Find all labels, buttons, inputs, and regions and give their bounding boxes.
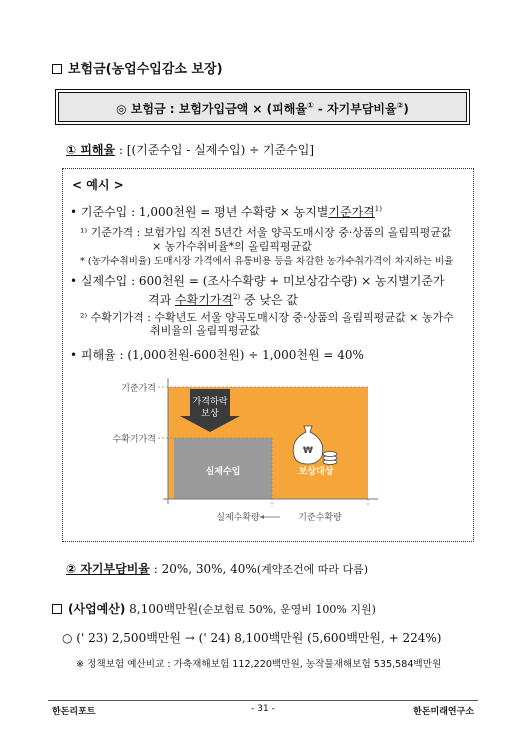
y-label-top: 기준가격 bbox=[121, 384, 156, 394]
footer-left: 한돈리포트 bbox=[52, 707, 96, 717]
budget-line: (사업예산) 8,100백만원(순보험료 50%, 운영비 100% 지원) bbox=[52, 600, 376, 617]
x-label-left: 실제수확량 bbox=[216, 513, 260, 523]
arrow-label-2: 보상 bbox=[201, 409, 219, 419]
checkbox-square-icon bbox=[52, 64, 62, 74]
note2-line1: ²⁾ 수확기가격 : 수확년도 서울 양곡도매시장 중·상품의 올림픽평균값 × 농가수 bbox=[80, 311, 454, 324]
example-heading: < 예시 > bbox=[72, 178, 124, 192]
deductible-line: ② 자기부담비율 : 20%, 30%, 40%(계약조건에 따라 다름) bbox=[66, 562, 369, 576]
actual-income-line2: 격과 수확기가격$^{2)}$ 중 낮은 값 bbox=[148, 293, 298, 307]
note2-line2: 취비율의 올림픽평균값 bbox=[150, 324, 260, 337]
checkbox-square-icon bbox=[52, 604, 62, 614]
y-label-mid: 수확기가격 bbox=[112, 435, 156, 445]
formula-box bbox=[58, 92, 467, 122]
note1-line2: × 농가수취비율*의 올림픽평균값 bbox=[152, 240, 312, 253]
income-diagram bbox=[108, 372, 388, 532]
damage-rate-line: ① 피해율 : [(기준수입 - 실제수입) ÷ 기준수입] bbox=[66, 143, 314, 157]
base-income-line: • 기준수입 : 1,000천원 = 평년 수확량 × 농지별기준가격$^{1)}$ bbox=[70, 205, 382, 219]
section-title: 보험금(농업수입감소 보장) bbox=[52, 58, 223, 77]
policy-note: ※ 정책보험 예산비교 : 가축재해보험 112,220백만원, 농작물재해보험 535,584백만원 bbox=[76, 659, 442, 670]
damage-calc-line: • 피해율 : (1,000천원-600천원) ÷ 1,000천원 = 40% bbox=[70, 348, 364, 362]
actual-income-label: 실제수입 bbox=[205, 467, 241, 477]
budget-compare: ○ (' 23) 2,500백만원 → (' 24) 8,100백만원 (5,600백만원, + 224%) bbox=[62, 631, 442, 645]
actual-income-line1: • 실제수입 : 600천원 = (조사수확량 + 미보상감수량) × 농지별기준가 bbox=[70, 274, 445, 288]
page-number: - 31 - bbox=[251, 704, 275, 714]
footer-right: 한돈미래연구소 bbox=[413, 707, 474, 717]
note1-line1: ¹⁾ 기준가격 : 보험가입 직전 5년간 서울 양곡도매시장 중·상품의 올림픽평균값 bbox=[80, 226, 452, 239]
arrow-label-1: 가격하락 bbox=[192, 397, 228, 407]
note1-star: * (농가수취비율) 도매시장 가격에서 유통비용 등을 차감한 농가수취가격이 차지하는 비율 bbox=[80, 256, 454, 267]
formula-text: ◎ 보험금 : 보험가입금액 × (피해율① - 자기부담비율②) bbox=[116, 101, 409, 116]
compensation-label: 보상대상 bbox=[298, 467, 334, 477]
svg-text:₩: ₩ bbox=[303, 446, 313, 456]
footer-divider bbox=[48, 700, 478, 701]
x-label-right: 기준수확량 bbox=[298, 513, 342, 523]
